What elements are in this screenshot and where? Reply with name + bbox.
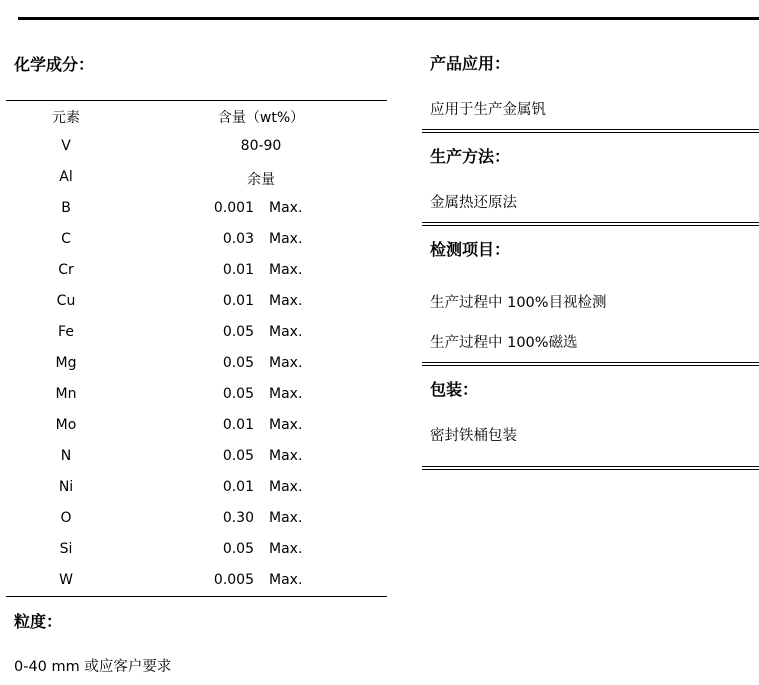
table-row: [6, 163, 387, 194]
content-value: 0.05: [222, 355, 254, 371]
element-symbol: Cu: [56, 293, 76, 309]
table-row: [6, 132, 387, 163]
application-text: 应用于生产金属钒: [430, 102, 546, 118]
table-row: [6, 442, 387, 473]
max-label: Max.: [269, 417, 303, 433]
element-symbol: Cr: [58, 262, 74, 278]
max-label: Max.: [269, 293, 303, 309]
packaging-heading: 包装：: [430, 380, 479, 399]
max-label: Max.: [269, 479, 303, 495]
max-label: Max.: [269, 262, 303, 278]
max-label: Max.: [269, 541, 303, 557]
max-label: Max.: [269, 231, 303, 247]
section-divider: [422, 466, 759, 470]
table-row: [6, 194, 387, 225]
element-symbol: B: [61, 200, 71, 216]
table-header-row: [6, 101, 387, 132]
granularity-text: 0-40 mm 或应客户要求: [14, 659, 172, 675]
table-row: [6, 535, 387, 566]
element-symbol: Mo: [55, 417, 77, 433]
content-value: 0.05: [222, 448, 254, 464]
section-divider: [422, 129, 759, 133]
content-value: 0.03: [222, 231, 254, 247]
inspection-heading: 检测项目：: [430, 240, 511, 259]
element-symbol: Al: [59, 169, 73, 185]
max-label: Max.: [269, 448, 303, 464]
element-symbol: Mn: [55, 386, 77, 402]
inspection-item: 生产过程中 100%磁选: [430, 335, 578, 351]
content-value: 余量: [247, 172, 275, 188]
element-symbol: O: [60, 510, 72, 526]
top-rule: [18, 17, 759, 20]
content-value: 0.005: [213, 572, 254, 588]
content-value: 0.30: [222, 510, 254, 526]
content-value: 0.01: [222, 262, 254, 278]
content-value: 0.001: [213, 200, 254, 216]
content-value: 0.01: [222, 417, 254, 433]
header-content: 含量（wt%）: [217, 110, 305, 126]
table-row: [6, 256, 387, 287]
table-row: [6, 411, 387, 442]
packaging-text: 密封铁桶包装: [430, 428, 517, 444]
section-divider: [422, 362, 759, 366]
table-bottom-rule: [6, 596, 387, 597]
content-value: 0.01: [222, 479, 254, 495]
max-label: Max.: [269, 572, 303, 588]
header-element: 元素: [52, 110, 80, 126]
element-symbol: V: [61, 138, 71, 154]
table-row: [6, 225, 387, 256]
element-symbol: C: [61, 231, 71, 247]
element-symbol: Fe: [58, 324, 74, 340]
composition-heading: 化学成分：: [14, 55, 95, 74]
granularity-heading: 粒度：: [14, 612, 63, 631]
content-value: 0.01: [222, 293, 254, 309]
table-row: [6, 287, 387, 318]
table-row: [6, 349, 387, 380]
table-row: [6, 504, 387, 535]
table-row: [6, 318, 387, 349]
max-label: Max.: [269, 386, 303, 402]
max-label: Max.: [269, 200, 303, 216]
production-text: 金属热还原法: [430, 195, 517, 211]
content-value: 0.05: [222, 541, 254, 557]
max-label: Max.: [269, 510, 303, 526]
element-symbol: Ni: [58, 479, 74, 495]
element-symbol: N: [60, 448, 72, 464]
application-heading: 产品应用：: [430, 54, 511, 73]
max-label: Max.: [269, 324, 303, 340]
table-row: [6, 566, 387, 597]
element-symbol: Mg: [55, 355, 77, 371]
element-symbol: W: [59, 572, 73, 588]
element-symbol: Si: [59, 541, 73, 557]
table-row: [6, 473, 387, 504]
section-divider: [422, 222, 759, 226]
production-heading: 生产方法：: [430, 147, 511, 166]
content-value: 0.05: [222, 324, 254, 340]
table-row: [6, 380, 387, 411]
inspection-item: 生产过程中 100%目视检测: [430, 295, 607, 311]
max-label: Max.: [269, 355, 303, 371]
content-value: 0.05: [222, 386, 254, 402]
content-value: 80-90: [240, 138, 282, 154]
